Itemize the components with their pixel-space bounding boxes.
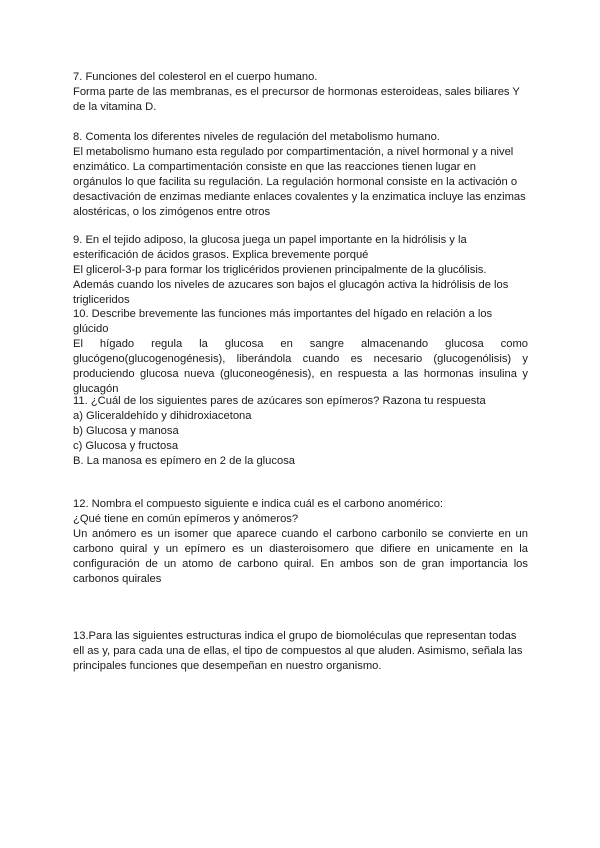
question-10-text: 10. Describe brevemente las funciones más importantes del hígado en relación a los glúcido — [73, 308, 493, 335]
question-8-block — [73, 130, 528, 220]
question-13-block — [73, 629, 528, 674]
answer-8-text: El metabolismo humano esta regulado por compartimentación, a nivel hormonal y a nivel enzimático. La compartimentación consiste en que las reacciones tienen lugar en orgánulos lo que facilita su regulación. La regulación hormonal consiste en la activación o desactivación de enzimas mediante enlaces covalentes y la enzimatica incluye las enzimas alostéricas, o los zimógenos entre otros — [73, 146, 526, 218]
option-11-b: b) Glucosa y manosa — [73, 425, 179, 437]
question-11-text: 11. ¿Cuál de los siguientes pares de azúcares son epímeros? Razona tu respuesta — [73, 395, 486, 407]
question-9-block — [73, 233, 528, 308]
answer-10-text: El hígado regula la glucosa en sangre almacenando glucosa como glucógeno(glucogenogénesis), liberándola cuando es necesario (glucogenólisis) y produciendo glucosa nueva (gluconeogénesis), en respuesta a las hormonas insulina y glucagón — [73, 338, 528, 395]
question-7-text: 7. Funciones del colesterol en el cuerpo humano. — [73, 71, 318, 83]
question-11-block — [73, 394, 528, 469]
option-11-a: a) Gliceraldehído y dihidroxiacetona — [73, 410, 252, 422]
question-7-block — [73, 70, 528, 115]
answer-12-text: Un anómero es un isomer que aparece cuando el carbono carbonilo se convierte en un carbono quiral y un epímero es un diasteroisomero que difiere en unicamente en la configuración de un atomo de carbono quiral. En ambos son de gran importancia los carbonos quirales — [73, 528, 528, 585]
question-12-text: 12. Nombra el compuesto siguiente e indica cuál es el carbono anomérico: — [73, 498, 444, 510]
subquestion-12-text: ¿Qué tiene en común epímeros y anómeros? — [73, 513, 299, 525]
answer-11-text: B. La manosa es epímero en 2 de la glucosa — [73, 455, 296, 467]
question-10-block — [73, 307, 528, 397]
question-12-block — [73, 497, 528, 587]
question-8-text: 8. Comenta los diferentes niveles de regulación del metabolismo humano. — [73, 131, 440, 143]
question-9-text: 9. En el tejido adiposo, la glucosa juega un papel importante en la hidrólisis y la esterificación de ácidos grasos. Explica brevemente porqué — [73, 234, 467, 261]
option-11-c: c) Glucosa y fructosa — [73, 440, 179, 452]
answer-9-text: El glicerol-3-p para formar los triglicéridos provienen principalmente de la glucólisis. Además cuando los niveles de azucares son bajos el glucagón activa la hidrólisis de los trigliceridos — [73, 264, 509, 306]
answer-7-text: Forma parte de las membranas, es el precursor de hormonas esteroideas, sales biliares Y de la vitamina D. — [73, 86, 520, 113]
question-13-text: 13.Para las siguientes estructuras indica el grupo de biomoléculas que representan todas ell as y, para cada una de ellas, el tipo de compuestos al que aluden. Asimismo, señala las principales funciones que desempeñan en nuestro organismo. — [73, 630, 523, 672]
